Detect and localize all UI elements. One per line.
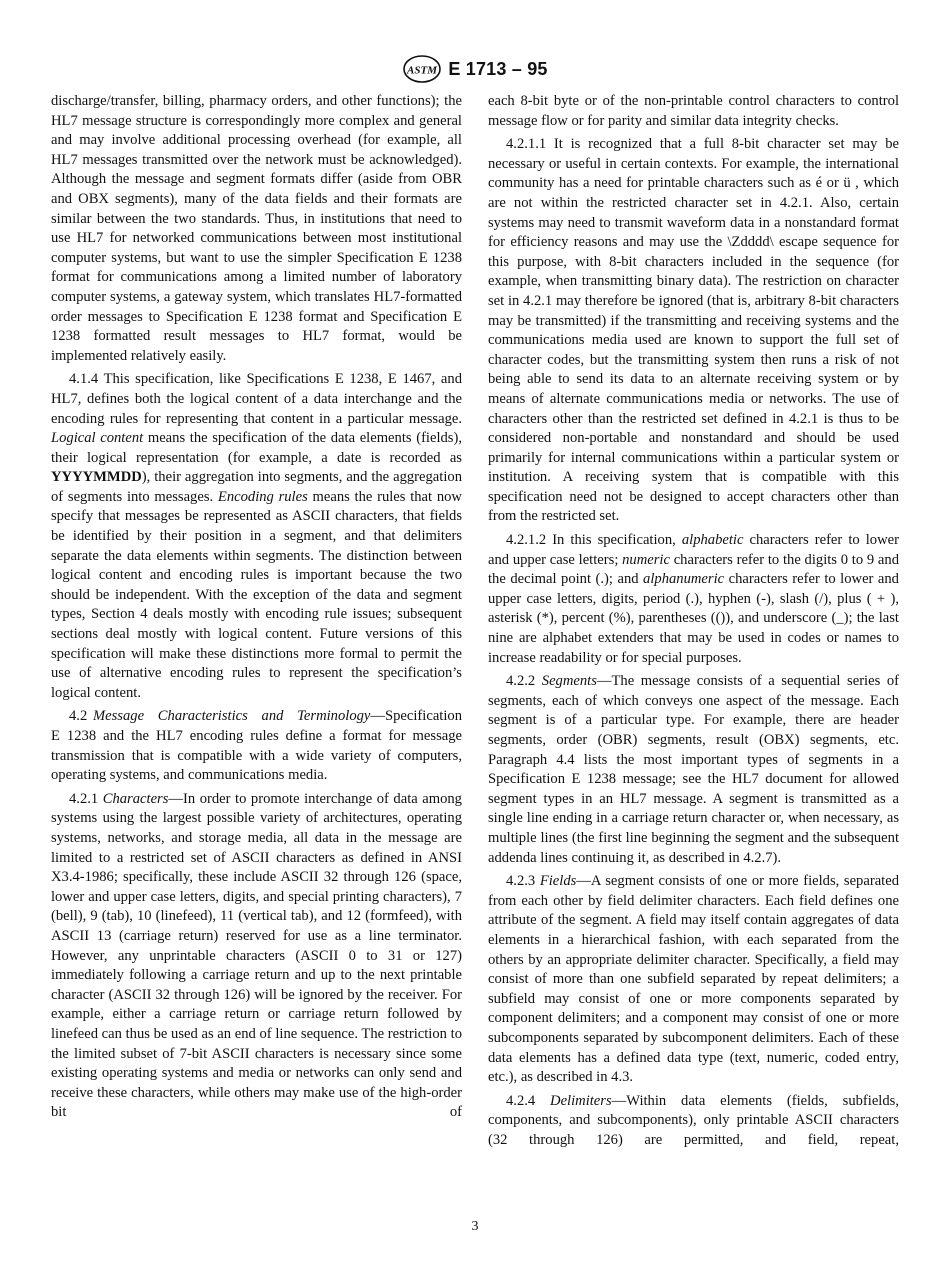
astm-logo [402,54,442,84]
svg-text:ASTM: ASTM [407,64,438,77]
paragraph-4-2-3: 4.2.3 Fields—A segment consists of one or more fields, separated from each other by field delimiter characters. Each field defines one attribute of the segment. A field may itself contain aggregates of data elements in a hierarchical fashion, with each separated from the others by an appropriate delimiter character. Specifically, a field may consist of more than one subfield separated by repeat delimiters; a subfield may consist of one or more components separated by component delimiters; and a component may consist of one or more subcomponents separated by subcomponent delimiters. Each of these data elements has a defined data type (text, numeric, coded entry, etc.), as described in 4.3. [488,873,899,1086]
paragraph-4-2-1: 4.2.1 Characters—In order to promote interchange of data among systems using the largest possible variety of architectures, operating systems, networks, and storage media, all data in the message are limited to a restricted set of ASCII characters as defined in ANSI X3.4-1986; specifically, these include ASCII 32 through 126 (space, lower and upper case letters, digits, and special printing characters), 7 (bell), 9 (tab), 10 (linefeed), 11 (vertical tab), and 12 (formfeed), with ASCII 13 (carriage return) reserved for use as a line terminator. However, any unprintable characters (ASCII 0 to 31 or 127) immediately following a carriage return and up to the next printable character (ASCII 32 through 126) will be ignored by the receiver. For example, either a carriage return or carriage return followed by linefeed can thus be used as an end of line sequence. The restriction to the limited subset of 7-bit ASCII characters is necessary since some existing operating systems and media or networks can only send and receive these characters, while others may make use of the high-order bit of [51,790,462,1121]
paragraph-4-1-4: 4.1.4 This specification, like Specifications E 1238, E 1467, and HL7, defines both the logical content of a data interchange and the encoding rules for representing that content in a particular message. Logical content means the specification of the data elements (fields), their logical representation (for example, a date is recorded as YYYYMMDD), their aggregation into segments, and the aggregation of segments into messages. Encoding rules means the rules that now specify that messages be represented as ASCII characters, that fields be identified by their position in a segment, and that delimiters separate the data elements within segments. The distinction between logical content and encoding rules is important because the two should be independent. With the exception of the data and segment types, Section 4 deals mostly with encoding rule issues; subsequent sections deal mostly with logical content. Future versions of this specification will make these distinctions more formal to permit the use of alternative encoding rules to represent the specification’s logical content. [51,371,462,701]
right-column [488,92,899,1154]
section-title: Message Characteristics and Terminology [92,708,371,725]
paragraph-4-2-1-1: 4.2.1.1 It is recognized that a full 8-bit character set may be necessary or useful in certain contexts. For example, the international community has a need for printable characters such as é or ü , which are not within the restricted character set in 4.2.1. Also, certain systems may need to transmit waveform data in a nonstandard format for efficiency reasons and may use the \Zdddd\ escape sequence for this purpose, with 8-bit characters included in the sequence (for example, when transmitting binary data). The restriction on character set in 4.2.1 may therefore be ignored (that is, arbitrary 8-bit characters may be transmitted) if the transmitting and receiving systems and the communications media used are known to support the full set of character codes, but the transmitting system then runs a risk of not being able to send its data to an alternate receiving system or by means of alternate communications media or networks. The use of characters other than the restricted set defined in 4.2.1 is thus to be considered non-portable and nonstandard and should be used primarily for internal communications within a particular system or institution. A receiving system that is compatible with this specification need not be designed to accept characters other than from the restricted set. [488,136,899,525]
standard-designation: E 1713 – 95 [448,58,548,79]
paragraph-4-1-3-continued: discharge/transfer, billing, pharmacy orders, and other functions); the HL7 message structure is correspondingly more complex and general and may involve additional processing overhead (for example, all HL7 messages transmitted over the network must be acknowledged). Although the message and segment formats differ (aside from OBR and OBX segments), many of the data fields and their formats are similar between the two standards. Thus, in institutions that need to use HL7 for networked communications between most institutional computer systems, but want to use the simpler Specification E 1238 format for communications among a limited number of laboratory computer systems, a gateway system, which translates HL7-formatted order messages to Specification E 1238 format and Specification E 1238 formatted result messages to HL7 format, would be implemented relatively easily. [51,93,462,364]
section-4-2-heading-paragraph: 4.2 Message Characteristics and Terminology—Specification E 1238 and the HL7 encoding rules define a format for message transmission that is compatible with a wide variety of computers, operating systems, and communications media. [51,708,462,784]
paragraph-4-2-1-continued: each 8-bit byte or of the non-printable control characters to control message flow or for parity and similar data integrity checks. [488,93,899,129]
paragraph-4-2-1-2: 4.2.1.2 In this specification, alphabetic characters refer to lower and upper case letters; numeric characters refer to the digits 0 to 9 and the decimal point (.); and alphanumeric characters refer to lower and upper case letters, digits, period (.), hyphen (-), slash (/), plus ( + ), asterisk (*), percent (%), parentheses (()), and underscore (_); the last nine are alphabet extenders that may be used in codes or names to increase readability or for special purposes. [488,532,899,666]
left-column [51,92,462,1127]
page-header [0,54,950,84]
page-number: 3 [471,1219,479,1234]
paragraph-4-2-4: 4.2.4 Delimiters—Within data elements (fields, subfields, components, and subcomponents), only printable ASCII characters (32 through 126) are permitted, and field, repeat, [488,1092,899,1148]
paragraph-4-2-2: 4.2.2 Segments—The message consists of a sequential series of segments, each of which conveys one aspect of the message. Each segment is of a particular type. For example, there are header segments, order (OBR) segments, result (OBX) segments, etc. Paragraph 4.4 lists the most important types of segments in a Specification E 1238 message; see the HL7 document for allowed segment types in an HL7 message. A segment is transmitted as a single line ending in a carriage return character or, when necessary, as multiple lines (the first line beginning the segment and the subsequent addenda lines continuing it, as described in 4.2.7). [488,673,899,866]
